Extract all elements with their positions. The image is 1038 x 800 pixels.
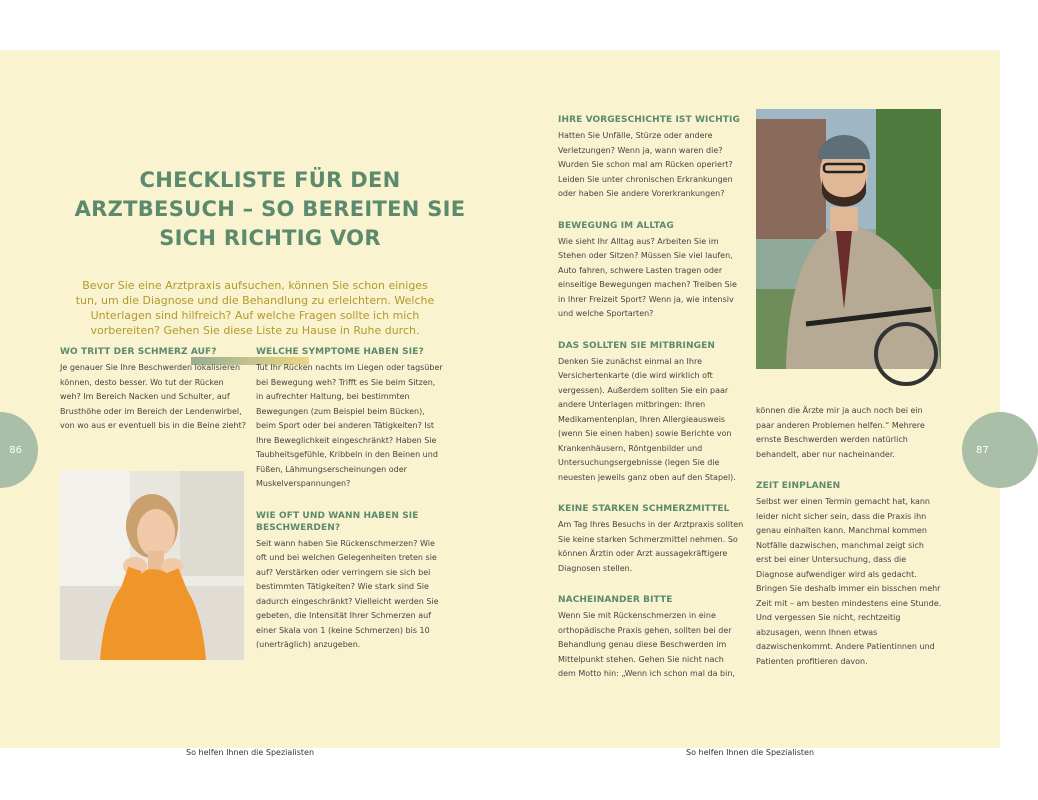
section-heading: WELCHE SYMPTOME HABEN SIE?	[256, 347, 424, 357]
page-number-left: 86	[9, 444, 22, 456]
section-symptome	[256, 346, 444, 653]
section-text: Am Tag Ihres Besuchs in der Arztpraxis sollten Sie keine starken Schmerzmittel nehmen. So können Ärztin oder Arzt aussagekräftigere Diagnosen stellen.	[558, 520, 744, 573]
section-text: Wie sieht Ihr Alltag aus? Arbeiten Sie im Stehen oder Sitzen? Müssen Sie viel laufen, Auto fahren, schwere Lasten tragen oder einseitige Bewegungen machen? Treiben Sie in Ihrer Freizeit Sport? Wenn ja, wie intensiv und welche Sportarten?	[558, 236, 737, 318]
section-schmerz	[60, 346, 246, 434]
section-column-right-2	[756, 404, 942, 669]
section-heading: WO TRITT DER SCHMERZ AUF?	[60, 347, 217, 357]
footer-left: So helfen Ihnen die Spezialisten	[185, 748, 315, 757]
section-text: Hatten Sie Unfälle, Stürze oder andere Verletzungen? Wenn ja, wann waren die? Wurden Sie schon mal am Rücken operiert? Leiden Sie unter chronischen Erkrankungen oder haben Sie andere Vorerkrankungen?	[558, 131, 733, 198]
man-on-bicycle-photo	[756, 109, 941, 369]
page-number-right: 87	[976, 444, 989, 456]
page-number-tab-right	[962, 412, 1038, 488]
section-text: Seit wann haben Sie Rückenschmerzen? Wie oft und bei welchen Gelegenheiten treten sie auf? Verstärken oder verringern sie sich bei bestimmten Tätigkeiten? Wie stark sind Sie dadurch eingeschränkt? Vielleicht werden Sie gebeten, die Intensität Ihrer Schmerzen auf einer Skala von 1 (keine Schmerzen) bis 10 (unerträglich) anzugeben.	[256, 538, 439, 649]
section-heading: ZEIT EINPLANEN	[756, 481, 841, 491]
woman-neck-pain-photo	[60, 471, 244, 660]
section-text: Selbst wer einen Termin gemacht hat, kann leider nicht sicher sein, dass die Praxis ihn genau einhalten kann. Manchmal kommen Notfälle dazwischen, manchmal zeigt sich erst bei einer Untersuchung, dass die Diagnose aufwendiger wird als gedacht. Bringen Sie deshalb immer ein bisschen mehr Zeit mit – am besten mindestens eine Stunde. Und vergessen Sie nicht, rechtzeitig abzusagen, wenn Ihnen etwas dazwischenkommt. Andere Patientinnen und Patienten profitieren davon.	[756, 497, 942, 666]
section-text-continuation: können die Ärzte mir ja auch noch bei ein paar anderen Problemen helfen.“ Mehrere ernste Beschwerden werden natürlich behandelt, aber nur nacheinander.	[756, 406, 925, 459]
page-title: CHECKLISTE FÜR DEN ARZTBESUCH – SO BEREITEN SIE SICH RICHTIG VOR	[74, 168, 466, 250]
section-heading: NACHEINANDER BITTE	[558, 595, 673, 605]
footer-right: So helfen Ihnen die Spezialisten	[685, 748, 815, 757]
section-text: Je genauer Sie Ihre Beschwerden lokalisieren können, desto besser. Wo tut der Rücken weh? Im Bereich Nacken und Schulter, auf Brusthöhe oder im Bereich der Lendenwirbel, von wo aus er eventuell bis in die Beine zieht?	[60, 363, 247, 430]
section-heading: IHRE VORGESCHICHTE IST WICHTIG	[558, 115, 740, 125]
page-number-tab-left	[0, 412, 38, 488]
section-text: Tut Ihr Rücken nachts im Liegen oder tagsüber bei Bewegung weh? Trifft es Sie beim Sitzen, in aufrechter Haltung, bei bestimmten Bewegungen (zum Beispiel beim Bücken), beim Sport oder bei anderen Tätigkeiten? Ist Ihre Beweglichkeit eingeschränkt? Haben Sie Taubheitsgefühle, Kribbeln in den Beinen und Füßen, Lähmungserscheinungen oder Muskelverspannungen?	[256, 363, 443, 488]
section-heading: DAS SOLLTEN SIE MITBRINGEN	[558, 340, 716, 351]
section-heading: BEWEGUNG IM ALLTAG	[558, 220, 674, 231]
section-heading: KEINE STARKEN SCHMERZMITTEL	[558, 504, 730, 514]
book-spread	[0, 50, 1000, 757]
section-column-right-1	[558, 114, 744, 682]
section-text: Denken Sie zunächst einmal an Ihre Versichertenkarte (die wird wirklich oft vergessen). Außerdem sollten Sie ein paar andere Unterlagen mitbringen: Ihren Medikamentenplan, Ihren Allergieausweis (wenn Sie einen haben) sowie Berichte von Krankenhäusern, Röntgenbilder und Untersuchungsergebnisse (legen Sie die neuesten jeweils ganz oben auf den Stapel).	[558, 356, 736, 482]
section-heading: WIE OFT UND WANN HABEN SIE BESCHWERDEN?	[256, 510, 419, 533]
intro-text: Bevor Sie eine Arztpraxis aufsuchen, können Sie schon einiges tun, um die Diagnose und die Behandlung zu erleichtern. Welche Unterlagen sind hilfreich? Auf welche Fragen sollte ich mich vorbereiten? Gehen Sie diese Liste zu Hause in Ruhe durch.	[75, 279, 435, 337]
section-text: Wenn Sie mit Rückenschmerzen in eine orthopädische Praxis gehen, sollten bei der Behandlung genau diese Beschwerden im Mittelpunkt stehen. Gehen Sie nicht nach dem Motto hin: „Wenn ich schon mal da bin,	[558, 611, 735, 678]
